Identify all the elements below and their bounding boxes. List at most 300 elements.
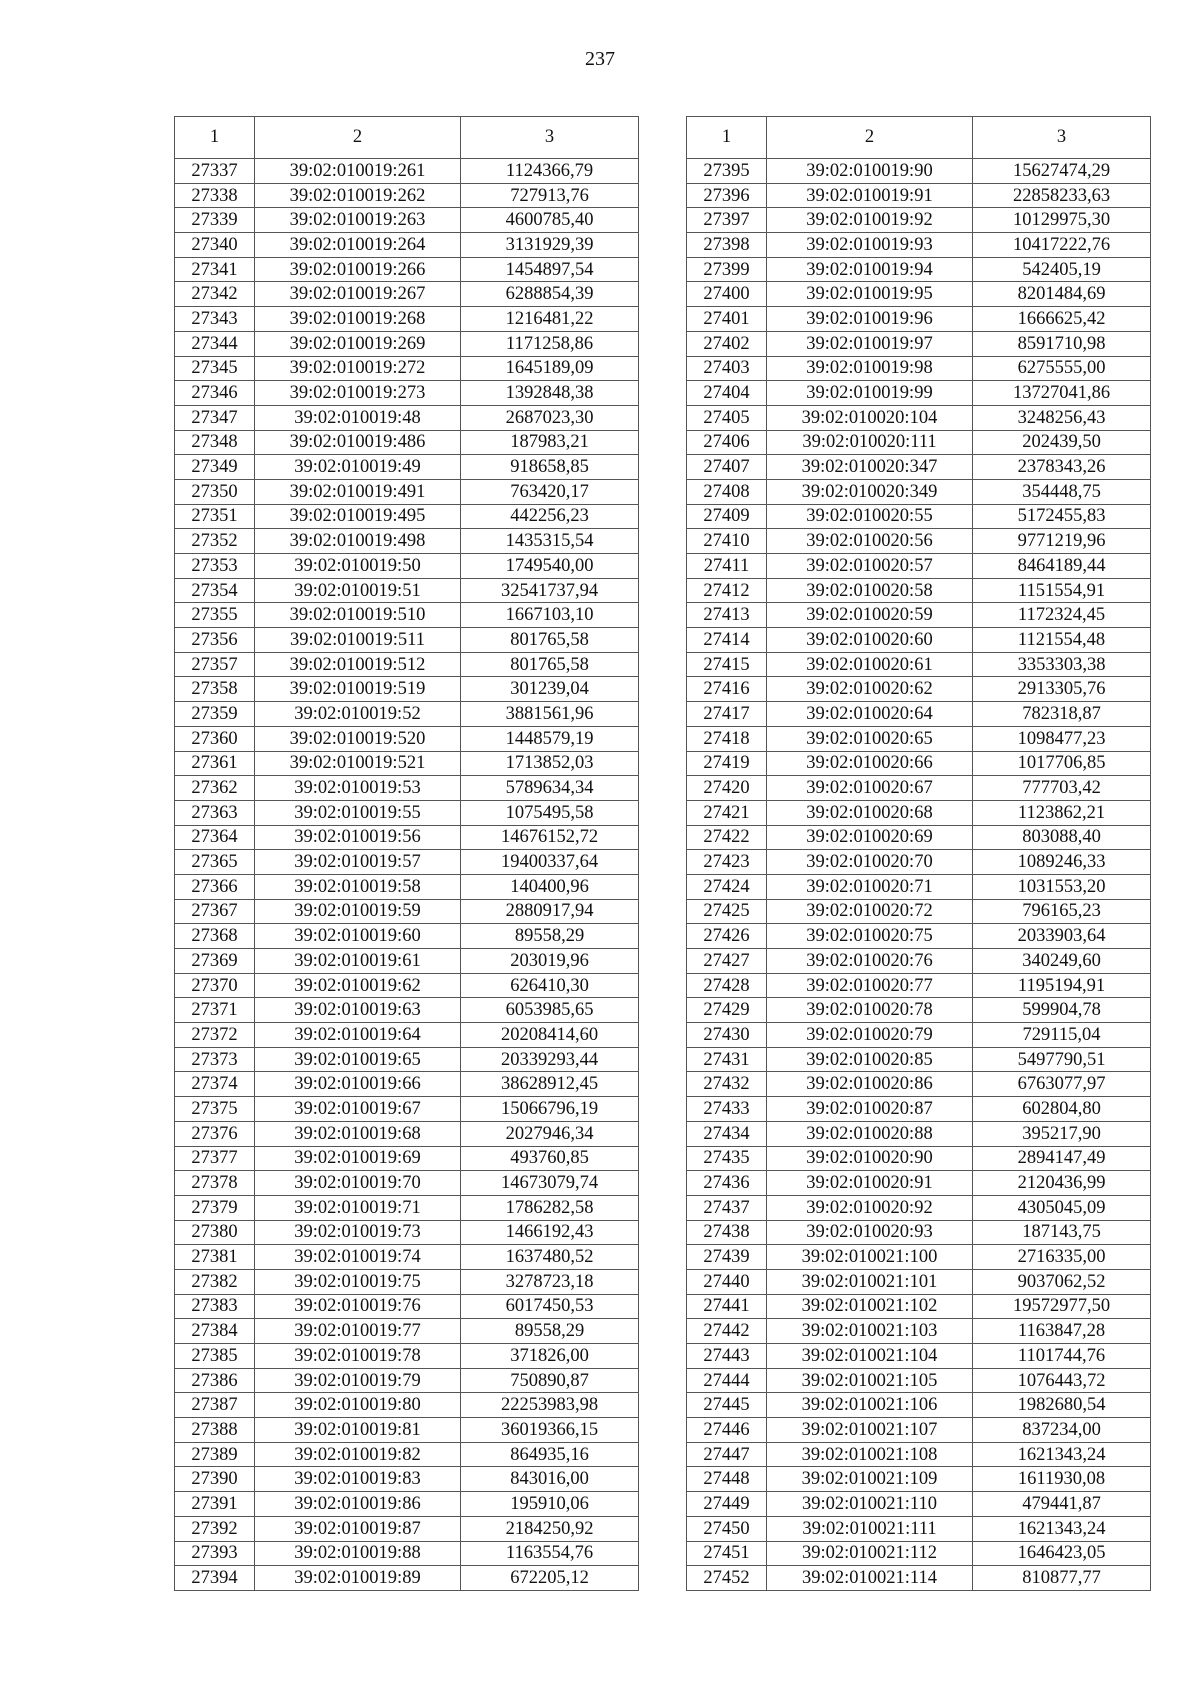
cadastral-number-cell: 39:02:010019:98 [767,356,973,381]
cadastral-number-cell: 39:02:010019:86 [255,1492,461,1517]
table-row [687,702,1151,727]
table-row [175,1220,639,1245]
table-header-row [175,117,639,159]
row-number-cell: 27447 [687,1442,767,1467]
cadastral-number-cell: 39:02:010019:83 [255,1467,461,1492]
value-cell: 6017450,53 [461,1294,639,1319]
cadastral-number-cell: 39:02:010019:49 [255,455,461,480]
value-cell: 9037062,52 [973,1269,1151,1294]
table-row [175,825,639,850]
row-number-cell: 27369 [175,949,255,974]
cadastral-number-cell: 39:02:010019:61 [255,949,461,974]
cadastral-number-cell: 39:02:010019:94 [767,257,973,282]
value-cell: 1454897,54 [461,257,639,282]
row-number-cell: 27385 [175,1344,255,1369]
table-row [687,578,1151,603]
row-number-cell: 27373 [175,1047,255,1072]
row-number-cell: 27403 [687,356,767,381]
table-row [175,751,639,776]
table-row [175,282,639,307]
row-number-cell: 27344 [175,331,255,356]
row-number-cell: 27357 [175,652,255,677]
row-number-cell: 27413 [687,603,767,628]
row-number-cell: 27395 [687,159,767,184]
value-cell: 9771219,96 [973,529,1151,554]
row-number-cell: 27440 [687,1269,767,1294]
row-number-cell: 27345 [175,356,255,381]
value-cell: 195910,06 [461,1492,639,1517]
value-cell: 479441,87 [973,1492,1151,1517]
table-row [687,1541,1151,1566]
row-number-cell: 27406 [687,430,767,455]
value-cell: 1667103,10 [461,603,639,628]
cadastral-number-cell: 39:02:010021:103 [767,1319,973,1344]
row-number-cell: 27387 [175,1393,255,1418]
cadastral-number-cell: 39:02:010019:498 [255,529,461,554]
table-row [687,159,1151,184]
value-cell: 395217,90 [973,1121,1151,1146]
table-row [687,1220,1151,1245]
row-number-cell: 27372 [175,1023,255,1048]
cadastral-number-cell: 39:02:010020:91 [767,1171,973,1196]
cadastral-number-cell: 39:02:010019:521 [255,751,461,776]
table-row [687,1393,1151,1418]
cadastral-number-cell: 39:02:010019:56 [255,825,461,850]
value-cell: 599904,78 [973,998,1151,1023]
cadastral-number-cell: 39:02:010019:520 [255,726,461,751]
cadastral-number-cell: 39:02:010019:512 [255,652,461,677]
value-cell: 15627474,29 [973,159,1151,184]
value-cell: 1786282,58 [461,1195,639,1220]
table-row [687,307,1151,332]
row-number-cell: 27430 [687,1023,767,1048]
cadastral-number-cell: 39:02:010021:112 [767,1541,973,1566]
row-number-cell: 27389 [175,1442,255,1467]
table-row [175,1368,639,1393]
value-cell: 801765,58 [461,628,639,653]
value-cell: 729115,04 [973,1023,1151,1048]
cadastral-number-cell: 39:02:010020:55 [767,504,973,529]
table-row [687,1442,1151,1467]
table-row [687,1294,1151,1319]
table-row [687,1047,1151,1072]
row-number-cell: 27401 [687,307,767,332]
cadastral-number-cell: 39:02:010019:269 [255,331,461,356]
table-header-row [687,117,1151,159]
row-number-cell: 27419 [687,751,767,776]
cadastral-number-cell: 39:02:010019:90 [767,159,973,184]
value-cell: 13727041,86 [973,381,1151,406]
table-row [175,529,639,554]
row-number-cell: 27354 [175,578,255,603]
table-row [687,751,1151,776]
value-cell: 1123862,21 [973,800,1151,825]
table-row [175,159,639,184]
row-number-cell: 27370 [175,973,255,998]
cadastral-number-cell: 39:02:010019:69 [255,1146,461,1171]
value-cell: 38628912,45 [461,1072,639,1097]
row-number-cell: 27428 [687,973,767,998]
row-number-cell: 27358 [175,677,255,702]
value-cell: 187983,21 [461,430,639,455]
row-number-cell: 27435 [687,1146,767,1171]
row-number-cell: 27390 [175,1467,255,1492]
table-row [175,1023,639,1048]
cadastral-number-cell: 39:02:010021:100 [767,1245,973,1270]
row-number-cell: 27444 [687,1368,767,1393]
row-number-cell: 27361 [175,751,255,776]
value-cell: 5789634,34 [461,776,639,801]
table-row [687,479,1151,504]
table-row [175,800,639,825]
row-number-cell: 27450 [687,1516,767,1541]
cadastral-number-cell: 39:02:010020:88 [767,1121,973,1146]
row-number-cell: 27439 [687,1245,767,1270]
table-row [687,899,1151,924]
row-number-cell: 27433 [687,1097,767,1122]
table-row [175,776,639,801]
row-number-cell: 27445 [687,1393,767,1418]
cadastral-number-cell: 39:02:010020:111 [767,430,973,455]
value-cell: 2033903,64 [973,924,1151,949]
row-number-cell: 27407 [687,455,767,480]
table-row [687,1368,1151,1393]
row-number-cell: 27437 [687,1195,767,1220]
cadastral-number-cell: 39:02:010019:93 [767,233,973,258]
table-row [687,677,1151,702]
cadastral-number-cell: 39:02:010020:57 [767,554,973,579]
table-row [687,1269,1151,1294]
table-row [175,1541,639,1566]
table-row [687,1516,1151,1541]
cadastral-number-cell: 39:02:010019:76 [255,1294,461,1319]
row-number-cell: 27410 [687,529,767,554]
table-row [175,554,639,579]
cadastral-number-cell: 39:02:010021:105 [767,1368,973,1393]
cadastral-number-cell: 39:02:010020:65 [767,726,973,751]
value-cell: 1151554,91 [973,578,1151,603]
row-number-cell: 27348 [175,430,255,455]
row-number-cell: 27414 [687,628,767,653]
row-number-cell: 27443 [687,1344,767,1369]
row-number-cell: 27426 [687,924,767,949]
value-cell: 782318,87 [973,702,1151,727]
value-cell: 918658,85 [461,455,639,480]
table-row [175,628,639,653]
value-cell: 6763077,97 [973,1072,1151,1097]
cadastral-number-cell: 39:02:010020:85 [767,1047,973,1072]
table-row [687,1467,1151,1492]
cadastral-number-cell: 39:02:010019:51 [255,578,461,603]
value-cell: 1646423,05 [973,1541,1151,1566]
row-number-cell: 27425 [687,899,767,924]
table-row [687,800,1151,825]
table-row [687,776,1151,801]
row-number-cell: 27421 [687,800,767,825]
value-cell: 89558,29 [461,1319,639,1344]
cadastral-number-cell: 39:02:010019:65 [255,1047,461,1072]
value-cell: 5497790,51 [973,1047,1151,1072]
cadastral-number-cell: 39:02:010020:93 [767,1220,973,1245]
table-row [687,1319,1151,1344]
cadastral-number-cell: 39:02:010019:50 [255,554,461,579]
cadastral-number-cell: 39:02:010019:64 [255,1023,461,1048]
cadastral-number-cell: 39:02:010019:75 [255,1269,461,1294]
table-row [687,282,1151,307]
cadastral-number-cell: 39:02:010019:82 [255,1442,461,1467]
table-row [175,652,639,677]
table-row [687,1344,1151,1369]
table-row [687,1072,1151,1097]
row-number-cell: 27381 [175,1245,255,1270]
row-number-cell: 27340 [175,233,255,258]
cadastral-number-cell: 39:02:010021:110 [767,1492,973,1517]
table-row [175,208,639,233]
table-row [687,1492,1151,1517]
row-number-cell: 27350 [175,479,255,504]
value-cell: 10417222,76 [973,233,1151,258]
cadastral-number-cell: 39:02:010019:74 [255,1245,461,1270]
row-number-cell: 27391 [175,1492,255,1517]
cadastral-number-cell: 39:02:010019:81 [255,1418,461,1443]
value-cell: 796165,23 [973,899,1151,924]
cadastral-number-cell: 39:02:010020:92 [767,1195,973,1220]
value-cell: 6053985,65 [461,998,639,1023]
cadastral-number-cell: 39:02:010019:89 [255,1566,461,1591]
row-number-cell: 27351 [175,504,255,529]
value-cell: 1163847,28 [973,1319,1151,1344]
value-cell: 837234,00 [973,1418,1151,1443]
table-row [687,1245,1151,1270]
value-cell: 2894147,49 [973,1146,1151,1171]
row-number-cell: 27404 [687,381,767,406]
cadastral-number-cell: 39:02:010020:90 [767,1146,973,1171]
table-row [175,1467,639,1492]
value-cell: 1621343,24 [973,1442,1151,1467]
table-row [687,874,1151,899]
cadastral-number-cell: 39:02:010019:491 [255,479,461,504]
value-cell: 15066796,19 [461,1097,639,1122]
cadastral-number-cell: 39:02:010019:67 [255,1097,461,1122]
value-cell: 36019366,15 [461,1418,639,1443]
cadastral-number-cell: 39:02:010019:48 [255,405,461,430]
value-cell: 3131929,39 [461,233,639,258]
cadastral-number-cell: 39:02:010019:70 [255,1171,461,1196]
cadastral-number-cell: 39:02:010020:61 [767,652,973,677]
value-cell: 1171258,86 [461,331,639,356]
cadastral-number-cell: 39:02:010020:56 [767,529,973,554]
row-number-cell: 27434 [687,1121,767,1146]
value-cell: 1089246,33 [973,850,1151,875]
table-row [175,331,639,356]
table-row [687,924,1151,949]
value-cell: 1195194,91 [973,973,1151,998]
value-cell: 2913305,76 [973,677,1151,702]
cadastral-number-cell: 39:02:010019:73 [255,1220,461,1245]
table-row [175,1393,639,1418]
cadastral-number-cell: 39:02:010019:77 [255,1319,461,1344]
row-number-cell: 27365 [175,850,255,875]
table-row [687,1121,1151,1146]
value-cell: 1031553,20 [973,874,1151,899]
value-cell: 1749540,00 [461,554,639,579]
table-row [175,1171,639,1196]
table-row [687,183,1151,208]
cadastral-number-cell: 39:02:010020:70 [767,850,973,875]
table-row [175,726,639,751]
row-number-cell: 27393 [175,1541,255,1566]
register-table-right [686,116,1151,1591]
value-cell: 542405,19 [973,257,1151,282]
table-row [175,677,639,702]
table-row [175,1047,639,1072]
value-cell: 1017706,85 [973,751,1151,776]
cadastral-number-cell: 39:02:010019:58 [255,874,461,899]
value-cell: 1611930,08 [973,1467,1151,1492]
row-number-cell: 27405 [687,405,767,430]
cadastral-number-cell: 39:02:010019:63 [255,998,461,1023]
row-number-cell: 27367 [175,899,255,924]
cadastral-number-cell: 39:02:010019:272 [255,356,461,381]
cadastral-number-cell: 39:02:010019:268 [255,307,461,332]
table-row [687,257,1151,282]
cadastral-number-cell: 39:02:010021:109 [767,1467,973,1492]
cadastral-number-cell: 39:02:010021:106 [767,1393,973,1418]
table-row [175,381,639,406]
row-number-cell: 27382 [175,1269,255,1294]
cadastral-number-cell: 39:02:010019:92 [767,208,973,233]
value-cell: 1121554,48 [973,628,1151,653]
row-number-cell: 27396 [687,183,767,208]
table-row [687,998,1151,1023]
value-cell: 1713852,03 [461,751,639,776]
value-cell: 19572977,50 [973,1294,1151,1319]
value-cell: 19400337,64 [461,850,639,875]
cadastral-number-cell: 39:02:010019:60 [255,924,461,949]
value-cell: 4305045,09 [973,1195,1151,1220]
row-number-cell: 27366 [175,874,255,899]
table-row [175,233,639,258]
cadastral-number-cell: 39:02:010020:71 [767,874,973,899]
value-cell: 20339293,44 [461,1047,639,1072]
cadastral-number-cell: 39:02:010021:107 [767,1418,973,1443]
row-number-cell: 27420 [687,776,767,801]
row-number-cell: 27341 [175,257,255,282]
cadastral-number-cell: 39:02:010020:79 [767,1023,973,1048]
cadastral-number-cell: 39:02:010019:52 [255,702,461,727]
cadastral-number-cell: 39:02:010019:78 [255,1344,461,1369]
cadastral-number-cell: 39:02:010019:261 [255,159,461,184]
table-row [175,1344,639,1369]
value-cell: 1101744,76 [973,1344,1151,1369]
column-header-value: 3 [973,117,1151,159]
table-row [687,430,1151,455]
table-row [175,1146,639,1171]
table-row [687,825,1151,850]
table-row [687,628,1151,653]
value-cell: 864935,16 [461,1442,639,1467]
table-row [175,1442,639,1467]
table-row [175,1245,639,1270]
value-cell: 8464189,44 [973,554,1151,579]
table-row [687,1146,1151,1171]
value-cell: 1645189,09 [461,356,639,381]
value-cell: 1392848,38 [461,381,639,406]
row-number-cell: 27353 [175,554,255,579]
row-number-cell: 27442 [687,1319,767,1344]
cadastral-number-cell: 39:02:010019:55 [255,800,461,825]
table-row [687,850,1151,875]
row-number-cell: 27449 [687,1492,767,1517]
table-row [687,1023,1151,1048]
value-cell: 89558,29 [461,924,639,949]
value-cell: 3248256,43 [973,405,1151,430]
column-header-number: 1 [687,117,767,159]
row-number-cell: 27411 [687,554,767,579]
table-row [175,924,639,949]
row-number-cell: 27452 [687,1566,767,1591]
column-header-cadastral-number: 2 [767,117,973,159]
value-cell: 1172324,45 [973,603,1151,628]
cadastral-number-cell: 39:02:010020:86 [767,1072,973,1097]
cadastral-number-cell: 39:02:010019:57 [255,850,461,875]
table-row [687,208,1151,233]
value-cell: 1075495,58 [461,800,639,825]
row-number-cell: 27359 [175,702,255,727]
row-number-cell: 27402 [687,331,767,356]
value-cell: 803088,40 [973,825,1151,850]
value-cell: 2120436,99 [973,1171,1151,1196]
row-number-cell: 27339 [175,208,255,233]
value-cell: 3881561,96 [461,702,639,727]
cadastral-number-cell: 39:02:010019:264 [255,233,461,258]
row-number-cell: 27347 [175,405,255,430]
row-number-cell: 27400 [687,282,767,307]
cadastral-number-cell: 39:02:010019:96 [767,307,973,332]
row-number-cell: 27388 [175,1418,255,1443]
row-number-cell: 27409 [687,504,767,529]
value-cell: 6275555,00 [973,356,1151,381]
table-row [175,257,639,282]
cadastral-number-cell: 39:02:010019:267 [255,282,461,307]
value-cell: 340249,60 [973,949,1151,974]
value-cell: 1098477,23 [973,726,1151,751]
table-row [687,405,1151,430]
table-row [687,1418,1151,1443]
row-number-cell: 27392 [175,1516,255,1541]
row-number-cell: 27375 [175,1097,255,1122]
table-row [175,1121,639,1146]
row-number-cell: 27386 [175,1368,255,1393]
table-row [687,554,1151,579]
cadastral-number-cell: 39:02:010019:262 [255,183,461,208]
row-number-cell: 27448 [687,1467,767,1492]
value-cell: 371826,00 [461,1344,639,1369]
value-cell: 1621343,24 [973,1516,1151,1541]
value-cell: 1435315,54 [461,529,639,554]
value-cell: 22253983,98 [461,1393,639,1418]
value-cell: 1666625,42 [973,307,1151,332]
row-number-cell: 27415 [687,652,767,677]
cadastral-number-cell: 39:02:010020:76 [767,949,973,974]
table-body [687,159,1151,1591]
row-number-cell: 27364 [175,825,255,850]
row-number-cell: 27343 [175,307,255,332]
row-number-cell: 27408 [687,479,767,504]
row-number-cell: 27376 [175,1121,255,1146]
cadastral-number-cell: 39:02:010019:68 [255,1121,461,1146]
cadastral-number-cell: 39:02:010020:66 [767,751,973,776]
